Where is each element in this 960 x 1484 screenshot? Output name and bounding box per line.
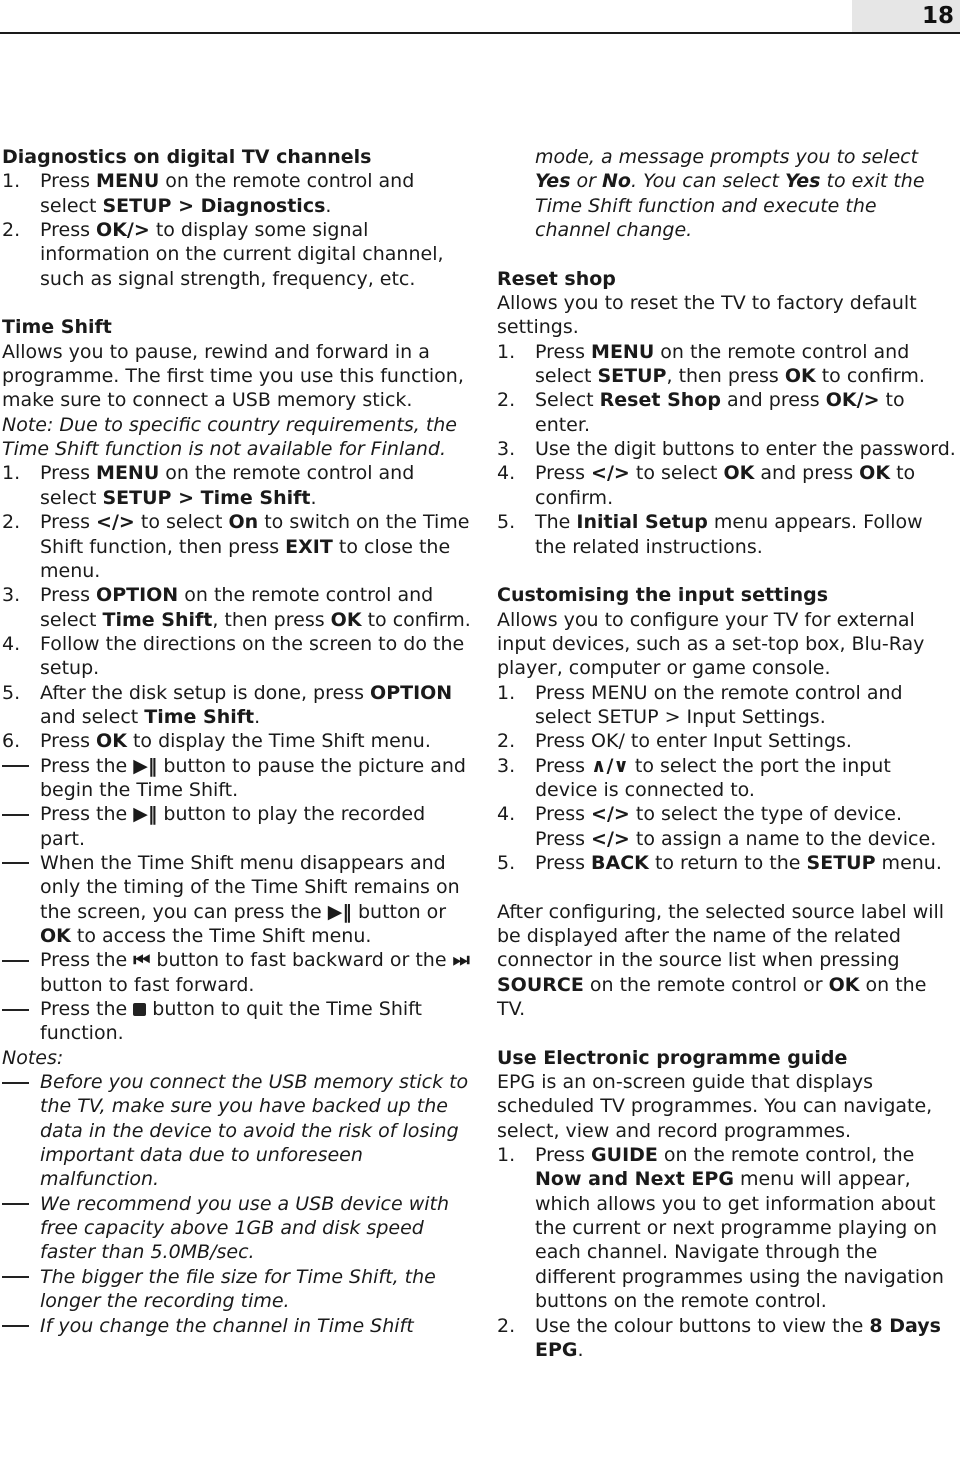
time-shift-heading: Time Shift: [2, 316, 112, 339]
list-item: [2, 802, 472, 851]
list-number: 1.: [2, 462, 21, 485]
list-item: [497, 510, 957, 559]
notes-label: Notes:: [2, 1046, 64, 1069]
list-bullet: [2, 802, 29, 826]
dash-bullet: [2, 1009, 29, 1011]
list-item: [2, 1192, 472, 1265]
dash-bullet: [2, 1325, 29, 1327]
list-item: [2, 851, 472, 948]
list-text: Use the colour buttons to view the 8 Days EPG.: [535, 1314, 941, 1361]
time-shift-bullets: [2, 754, 472, 1046]
list-bullet: [2, 1314, 29, 1338]
list-bullet: [2, 1070, 29, 1094]
epg-intro: EPG is an on-screen guide that displays scheduled TV programmes. You can navigate, select, view and record programmes.: [497, 1071, 933, 1142]
list-item: [497, 461, 957, 510]
list-number: 5.: [497, 851, 516, 874]
list-text: After the disk setup is done, press OPTION and select Time Shift.: [40, 681, 453, 728]
list-number: 5.: [2, 681, 21, 704]
list-number: 2.: [497, 730, 516, 753]
list-number: 5.: [497, 511, 516, 534]
page-number-tab: [852, 0, 960, 32]
list-item: [497, 802, 957, 851]
list-text: Press OPTION on the remote control and select Time Shift, then press OK to confirm.: [40, 584, 471, 631]
list-item: [497, 851, 957, 875]
list-text: The Initial Setup menu appears. Follow the related instructions.: [535, 511, 923, 558]
list-item: [2, 583, 472, 632]
list-text: Press </> to select On to switch on the Time Shift function, then press EXIT to close the menu.: [40, 511, 470, 582]
time-shift-steps: [2, 461, 472, 753]
list-item: [497, 388, 957, 437]
list-text: We recommend you use a USB device with free capacity above 1GB and disk speed faster than 5.0MB/sec.: [40, 1192, 450, 1264]
dash-bullet: [2, 765, 29, 767]
header-rule: [0, 32, 960, 34]
list-item: [497, 437, 957, 461]
list-item: [497, 729, 957, 753]
list-item: [2, 729, 472, 753]
reset-shop-intro: Allows you to reset the TV to factory default settings.: [497, 292, 917, 339]
list-text: Press OK to display the Time Shift menu.: [40, 730, 431, 753]
list-number: 1.: [2, 170, 21, 193]
list-number: 2.: [497, 1314, 516, 1337]
list-number: 3.: [497, 438, 516, 461]
list-text: Select Reset Shop and press OK/> to enter.: [535, 389, 905, 436]
list-item: [2, 997, 472, 1046]
list-number: 2.: [2, 219, 21, 242]
list-item: [497, 1143, 957, 1313]
list-text: Before you connect the USB memory stick to the TV, make sure you have backed up the data in the device to avoid the risk of losing important data due to unforeseen malfunction.: [40, 1071, 469, 1191]
input-settings-intro: Allows you to configure your TV for external input devices, such as a set-top box, Blu-Ray player, computer or game console.: [497, 608, 925, 680]
list-text: The bigger the file size for Time Shift, the longer the recording time.: [40, 1265, 436, 1313]
list-text: Press BACK to return to the SETUP menu.: [535, 851, 942, 874]
reset-shop-heading: Reset shop: [497, 267, 616, 290]
epg-heading: Use Electronic programme guide: [497, 1046, 848, 1069]
list-text: Follow the directions on the screen to do the setup.: [40, 632, 465, 680]
list-text: If you change the channel in Time Shift: [40, 1314, 414, 1337]
after-config-text: After configuring, the selected source label will be displayed after the name of the related connector in the source list when pressing SOURCE on the remote control or OK on the TV.: [497, 900, 945, 1021]
list-number: 2.: [497, 389, 516, 412]
notes-list: [2, 1070, 472, 1338]
dash-bullet: [2, 814, 29, 816]
dash-bullet: [2, 1203, 29, 1205]
list-item: [2, 169, 472, 218]
list-bullet: [2, 754, 29, 778]
list-item: [497, 340, 957, 389]
list-text: Press ∧/∨ to select the port the input device is connected to.: [535, 754, 891, 801]
list-item: [2, 510, 472, 583]
list-text: Press OK/> to display some signal information on the current digital channel, such as signal strength, frequency, etc.: [40, 219, 444, 290]
list-number: 4.: [497, 462, 516, 485]
list-text: Press the ▶‖ button to pause the picture and begin the Time Shift.: [40, 754, 466, 801]
list-text: Press MENU on the remote control and select SETUP, then press OK to confirm.: [535, 340, 925, 388]
list-bullet: [2, 997, 29, 1021]
dash-bullet: [2, 862, 29, 864]
list-item: [2, 1070, 472, 1192]
list-number: 4.: [497, 803, 516, 826]
list-text: Press </> to select OK and press OK to confirm.: [535, 462, 916, 509]
time-shift-intro: Allows you to pause, rewind and forward in a programme. The first time you use this function, make sure to connect a USB memory stick.: [2, 340, 464, 412]
list-text: Press MENU on the remote control and select SETUP > Input Settings.: [535, 681, 903, 728]
list-number: 2.: [2, 511, 21, 534]
diagnostics-steps: [2, 169, 472, 291]
list-item: [497, 754, 957, 803]
list-bullet: [2, 851, 29, 875]
list-item: [2, 1265, 472, 1314]
list-item: [497, 681, 957, 730]
list-text: Press the ⏮ button to fast backward or the ⏭ button to fast forward.: [40, 949, 470, 996]
dash-bullet: [2, 1082, 29, 1084]
right-column: [497, 145, 957, 1362]
left-column: [2, 145, 472, 1338]
input-settings-steps: [497, 681, 957, 876]
dash-bullet: [2, 960, 29, 962]
epg-steps: [497, 1143, 957, 1362]
list-bullet: [2, 948, 29, 972]
list-text: Press GUIDE on the remote control, the Now and Next EPG menu will appear, which allows you to get information about the current or next programme playing on each channel. Navigate through the different programmes using the navigation buttons on the remote control.: [535, 1144, 944, 1313]
list-number: 1.: [497, 340, 516, 363]
list-item: [2, 632, 472, 681]
page-number: 18: [921, 3, 954, 29]
list-item: [2, 754, 472, 803]
time-shift-note: Note: Due to specific country requirements, the Time Shift function is not available for Finland.: [2, 413, 457, 461]
list-text: Press </> to select the type of device. Press </> to assign a name to the device.: [535, 803, 937, 850]
list-item: [2, 681, 472, 730]
list-text: Press the button to quit the Time Shift function.: [40, 998, 422, 1045]
list-item: [2, 948, 472, 997]
reset-shop-steps: [497, 340, 957, 559]
list-number: 4.: [2, 632, 21, 655]
input-settings-heading: Customising the input settings: [497, 584, 829, 607]
diagnostics-heading: Diagnostics on digital TV channels: [2, 146, 372, 168]
list-number: 6.: [2, 730, 21, 753]
list-item: [2, 461, 472, 510]
list-text: Press OK/ to enter Input Settings.: [535, 730, 852, 753]
list-number: 3.: [2, 584, 21, 607]
note-continuation: mode, a message prompts you to select Yes or No. You can select Yes to exit the Time Shift function and execute the channel change.: [535, 146, 925, 242]
list-item: [2, 218, 472, 291]
list-item: [497, 1314, 957, 1363]
list-number: 3.: [497, 754, 516, 777]
list-text: Press MENU on the remote control and select SETUP > Diagnostics.: [40, 170, 415, 217]
list-text: Use the digit buttons to enter the password.: [535, 438, 956, 461]
list-item: [2, 1314, 472, 1338]
list-text: Press MENU on the remote control and select SETUP > Time Shift.: [40, 462, 415, 509]
list-bullet: [2, 1265, 29, 1289]
list-number: 1.: [497, 1144, 516, 1167]
list-text: Press the ▶‖ button to play the recorded part.: [40, 803, 426, 850]
list-bullet: [2, 1192, 29, 1216]
list-text: When the Time Shift menu disappears and only the timing of the Time Shift remains on the screen, you can press the ▶‖ button or OK to access the Time Shift menu.: [40, 851, 460, 947]
dash-bullet: [2, 1276, 29, 1278]
list-number: 1.: [497, 681, 516, 704]
